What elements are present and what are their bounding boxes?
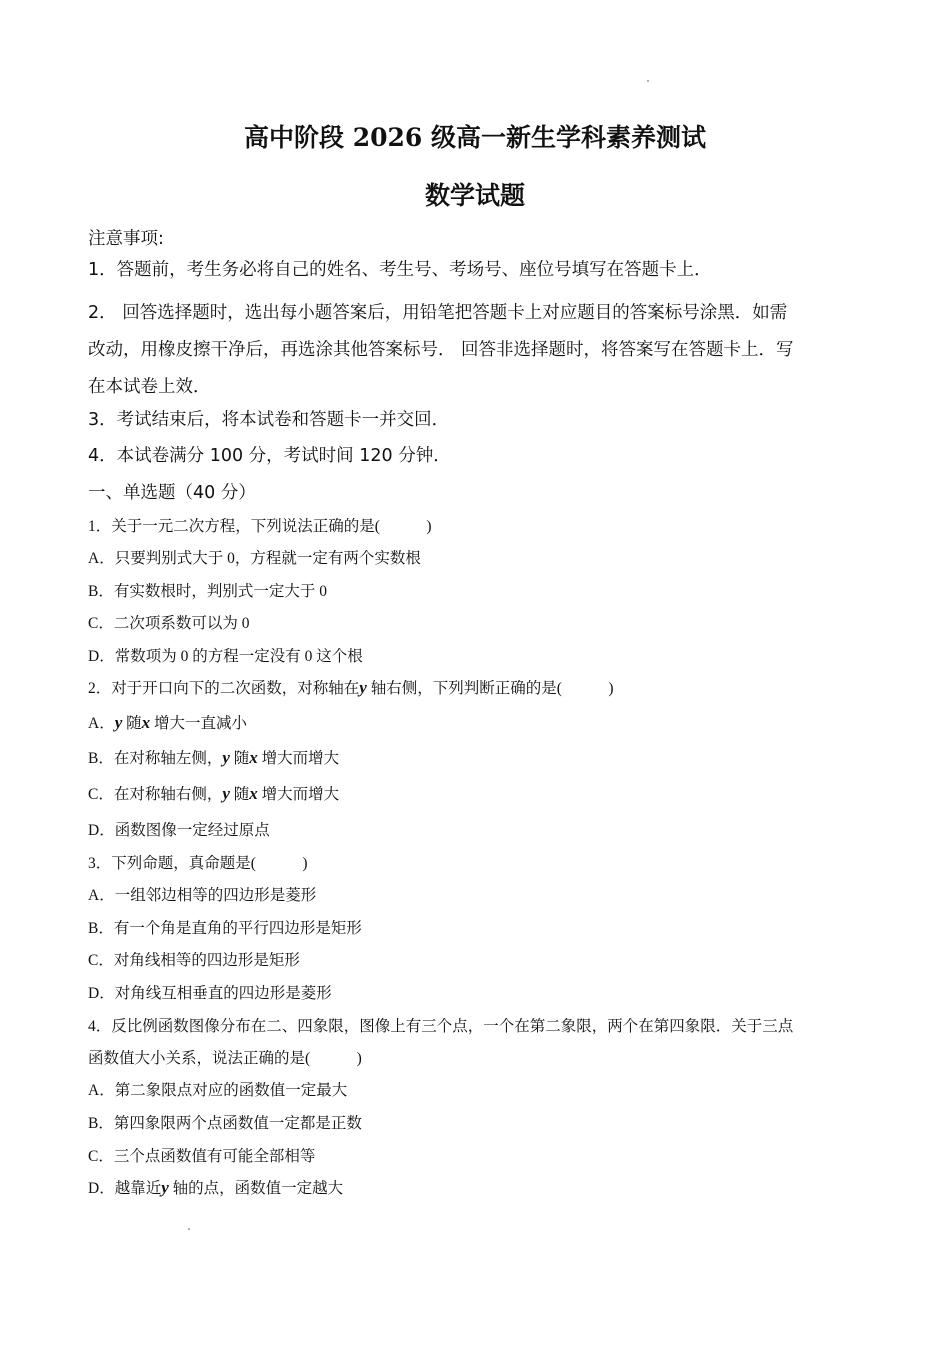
q4-option-c: C．三个点函数值有可能全部相等 — [88, 1148, 316, 1165]
option-text: 随 — [229, 786, 250, 803]
var-y: y — [114, 713, 123, 732]
option-prefix: B．在对称轴左侧， — [88, 750, 223, 767]
var-y: y — [222, 748, 230, 767]
q4-stem-cont: 函数值大小关系，说法正确的是( ) — [88, 1050, 362, 1067]
q1-option-d: D．常数项为 0 的方程一定没有 0 这个根 — [88, 648, 363, 665]
option-text: 增大而增大 — [257, 750, 340, 767]
option-text: 轴的点，函数值一定越大 — [168, 1180, 344, 1197]
var-y: y — [359, 678, 367, 697]
q3-option-d: D．对角线互相垂直的四边形是菱形 — [88, 985, 332, 1002]
section-heading: 一、单选题（40 分） — [88, 483, 256, 503]
option-text: 随 — [229, 750, 250, 767]
var-y: y — [161, 1178, 169, 1197]
q1-option-b: B．有实数根时，判别式一定大于 0 — [88, 583, 327, 600]
exam-subject: 数学试题 — [424, 181, 525, 210]
option-text: 增大而增大 — [257, 786, 340, 803]
q3-option-a: A．一组邻边相等的四边形是菱形 — [88, 887, 317, 904]
q4-stem: 4．反比例函数图像分布在二、四象限，图像上有三个点，一个在第二象限，两个在第四象限．关于三点 — [88, 1018, 794, 1035]
q4-option-b: B．第四象限两个点函数值一定都是正数 — [88, 1115, 362, 1132]
notice-item-4: 4．本试卷满分 100 分，考试时间 120 分钟． — [88, 446, 451, 466]
option-text: 随 — [122, 715, 142, 732]
q2-stem-text-a: 2．对于开口向下的二次函数，对称轴在 — [88, 680, 360, 697]
var-x: x — [249, 784, 258, 803]
q3-option-c: C．对角线相等的四边形是矩形 — [88, 952, 300, 969]
q3-option-b: B．有一个角是直角的平行四边形是矩形 — [88, 920, 362, 937]
q1-stem: 1．关于一元二次方程，下列说法正确的是( ) — [88, 518, 432, 535]
q2-option-d: D．函数图像一定经过原点 — [88, 822, 270, 839]
q2-option-a — [88, 711, 247, 733]
scan-speck — [188, 1228, 190, 1230]
option-prefix: C．在对称轴右侧， — [88, 786, 223, 803]
q2-option-c — [88, 782, 339, 804]
var-x: x — [141, 713, 151, 732]
var-y: y — [222, 784, 230, 803]
q4-option-d — [88, 1176, 343, 1198]
notice-item-2-cont: 改动，用橡皮擦干净后，再选涂其他答案标号． 回答非选择题时，将答案写在答题卡上．写 — [88, 340, 794, 360]
notice-item-3: 3．考试结束后，将本试卷和答题卡一并交回． — [88, 410, 450, 430]
notice-item-2-cont2: 在本试卷上效． — [88, 377, 211, 397]
notice-heading: 注意事项: — [88, 229, 164, 249]
option-prefix: D．越靠近 — [88, 1180, 162, 1197]
var-x: x — [249, 748, 258, 767]
q2-option-b — [88, 746, 339, 768]
q4-option-a: A．第二象限点对应的函数值一定最大 — [88, 1082, 348, 1099]
scan-speck — [647, 80, 649, 82]
option-prefix: A． — [88, 715, 115, 732]
q1-option-c: C．二次项系数可以为 0 — [88, 615, 250, 632]
q2-stem — [88, 676, 614, 698]
notice-item-2: 2． 回答选择题时，选出每小题答案后，用铅笔把答题卡上对应题目的答案标号涂黑．如需 — [88, 303, 788, 323]
option-text: 增大一直减小 — [150, 715, 248, 732]
q2-stem-text-b: 轴右侧，下列判断正确的是( ) — [366, 680, 614, 697]
q1-option-a: A．只要判别式大于 0，方程就一定有两个实数根 — [88, 550, 421, 567]
notice-item-1: 1．答题前，考生务必将自己的姓名、考生号、考场号、座位号填写在答题卡上． — [88, 260, 712, 280]
exam-title: 高中阶段 2026 级高一新生学科素养测试 — [244, 123, 706, 152]
q3-stem: 3．下列命题，真命题是( ) — [88, 855, 308, 872]
